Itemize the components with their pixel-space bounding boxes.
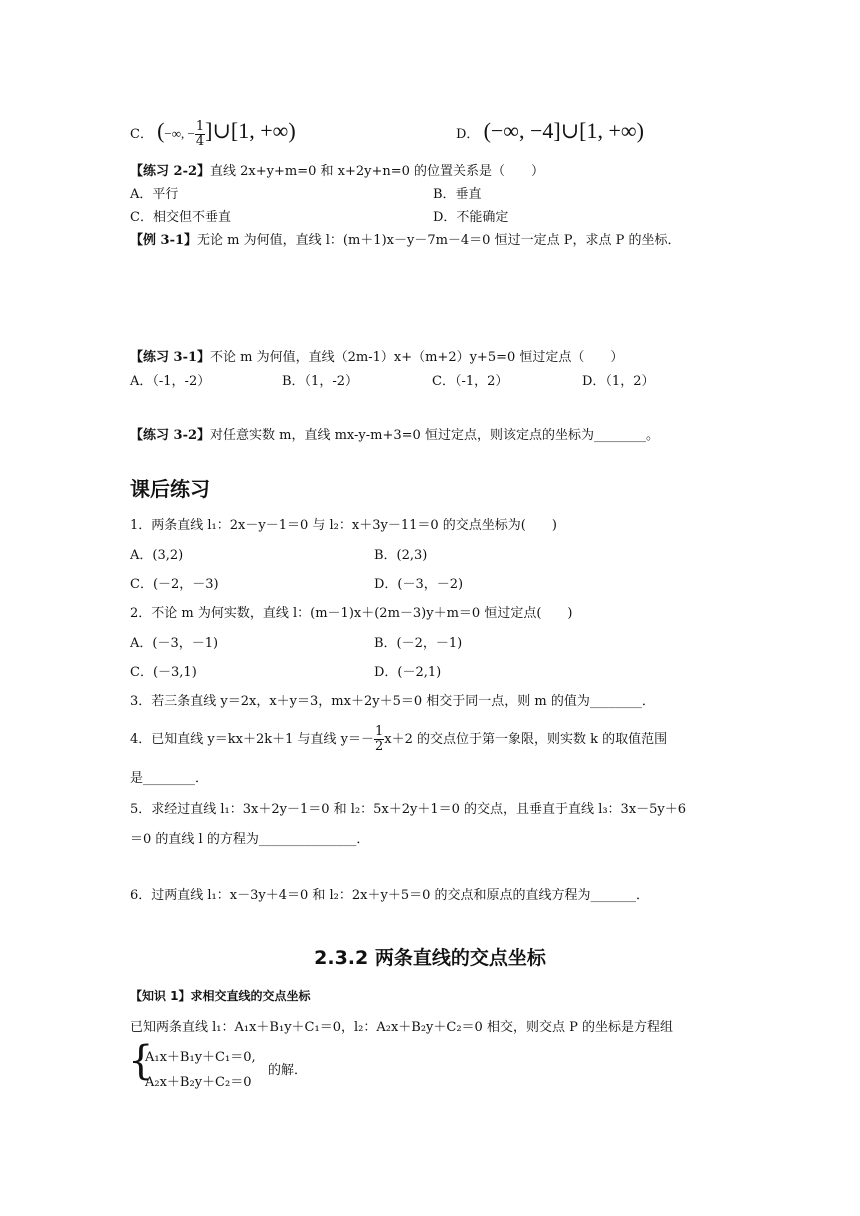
example-3-1-question: 【例 3-1】无论 m 为何值，直线 l：(m＋1)x－y－7m－4＝0 恒过一定点 P，求点 P 的坐标．	[130, 233, 681, 248]
homework-q4-line2: 是________．	[130, 771, 209, 786]
homework-q2: 2．不论 m 为何实数，直线 l：(m－1)x＋(2m－3)y＋m＝0 恒过定点( )	[130, 606, 573, 621]
exercise-3-1-option-d: D．（1，2）	[582, 374, 655, 389]
fraction-one-half: $\frac{1}{2}$	[375, 724, 384, 754]
homework-q2-option-d: D．(－2,1)	[374, 665, 442, 680]
exercise-3-1-option-a: A．（-1，-2）	[130, 374, 211, 389]
homework-q2-option-b: B．(－2，－1)	[374, 636, 463, 651]
homework-heading: 课后练习	[130, 477, 210, 501]
homework-q1-option-a: A．(3,2)	[130, 548, 184, 563]
homework-q4: 4．已知直线 y＝kx＋2k＋1 与直线 y＝－ $\frac{1}{2}$ x＋2 的交点位于第一象限，则实数 k 的取值范围	[130, 724, 668, 754]
homework-q2-option-c: C．(－3,1)	[130, 665, 197, 680]
homework-q1-option-b: B．(2,3)	[374, 548, 428, 563]
option-d-interval: D． (−∞, −4]∪[1, +∞)	[456, 118, 644, 143]
homework-q1-option-d: D．(－3，－2)	[374, 577, 464, 592]
system-equation-1: A₁x＋B₁y＋C₁＝0,	[145, 1050, 256, 1065]
exercise-2-2-option-c: C．相交但不垂直	[130, 210, 231, 225]
homework-q5-line1: 5．求经过直线 l₁：3x＋2y－1＝0 和 l₂：5x＋2y＋1＝0 的交点，且垂直于直线 l₃：3x－5y＋6	[130, 802, 687, 817]
exercise-2-2-option-d: D．不能确定	[433, 210, 509, 225]
system-equation-2: A₂x＋B₂y＋C₂＝0	[145, 1075, 252, 1090]
homework-q5-line2: ＝0 的直线 l 的方程为_______________．	[130, 832, 370, 847]
exercise-3-1-option-b: B．（1，-2）	[282, 374, 358, 389]
homework-q2-option-a: A．(－3，－1)	[130, 636, 219, 651]
exercise-2-2-option-a: A．平行	[130, 187, 179, 202]
option-c-interval: C． (−∞, − $\frac{1}{4}$ ]∪[1, +∞)	[130, 118, 296, 149]
homework-q6: 6．过两直线 l₁：x－3y＋4＝0 和 l₂：2x＋y＋5＝0 的交点和原点的直线方程为_______．	[130, 888, 650, 903]
knowledge-1-tag: 【知识 1】求相交直线的交点坐标	[130, 989, 311, 1003]
homework-q1: 1．两条直线 l₁：2x－y－1＝0 与 l₂：x＋3y－11＝0 的交点坐标为( )	[130, 518, 557, 533]
fraction-one-quarter: $\frac{1}{4}$	[195, 119, 205, 149]
section-title: 2.3.2 两条直线的交点坐标	[314, 947, 546, 969]
system-tail: 的解．	[268, 1063, 308, 1078]
exercise-3-1-question: 【练习 3-1】不论 m 为何值，直线（2m-1）x+（m+2）y+5=0 恒过定点（ ）	[130, 350, 624, 365]
exercise-3-1-option-c: C．（-1，2）	[432, 374, 509, 389]
exercise-2-2-question: 【练习 2-2】直线 2x+y+m=0 和 x+2y+n=0 的位置关系是（ ）	[130, 164, 545, 179]
homework-q1-option-c: C．(－2，－3)	[130, 577, 219, 592]
exercise-3-2-question: 【练习 3-2】对任意实数 m，直线 mx-y-m+3=0 恒过定点，则该定点的坐标为________。	[130, 428, 659, 443]
exercise-2-2-option-b: B．垂直	[433, 187, 482, 202]
homework-q3: 3．若三条直线 y＝2x，x＋y＝3，mx＋2y＋5＝0 相交于同一点，则 m 的值为________．	[130, 694, 655, 709]
system-brace: {	[128, 1038, 154, 1084]
knowledge-1-statement: 已知两条直线 l₁：A₁x＋B₁y＋C₁＝0，l₂：A₂x＋B₂y＋C₂＝0 相交，则交点 P 的坐标是方程组	[130, 1020, 673, 1035]
